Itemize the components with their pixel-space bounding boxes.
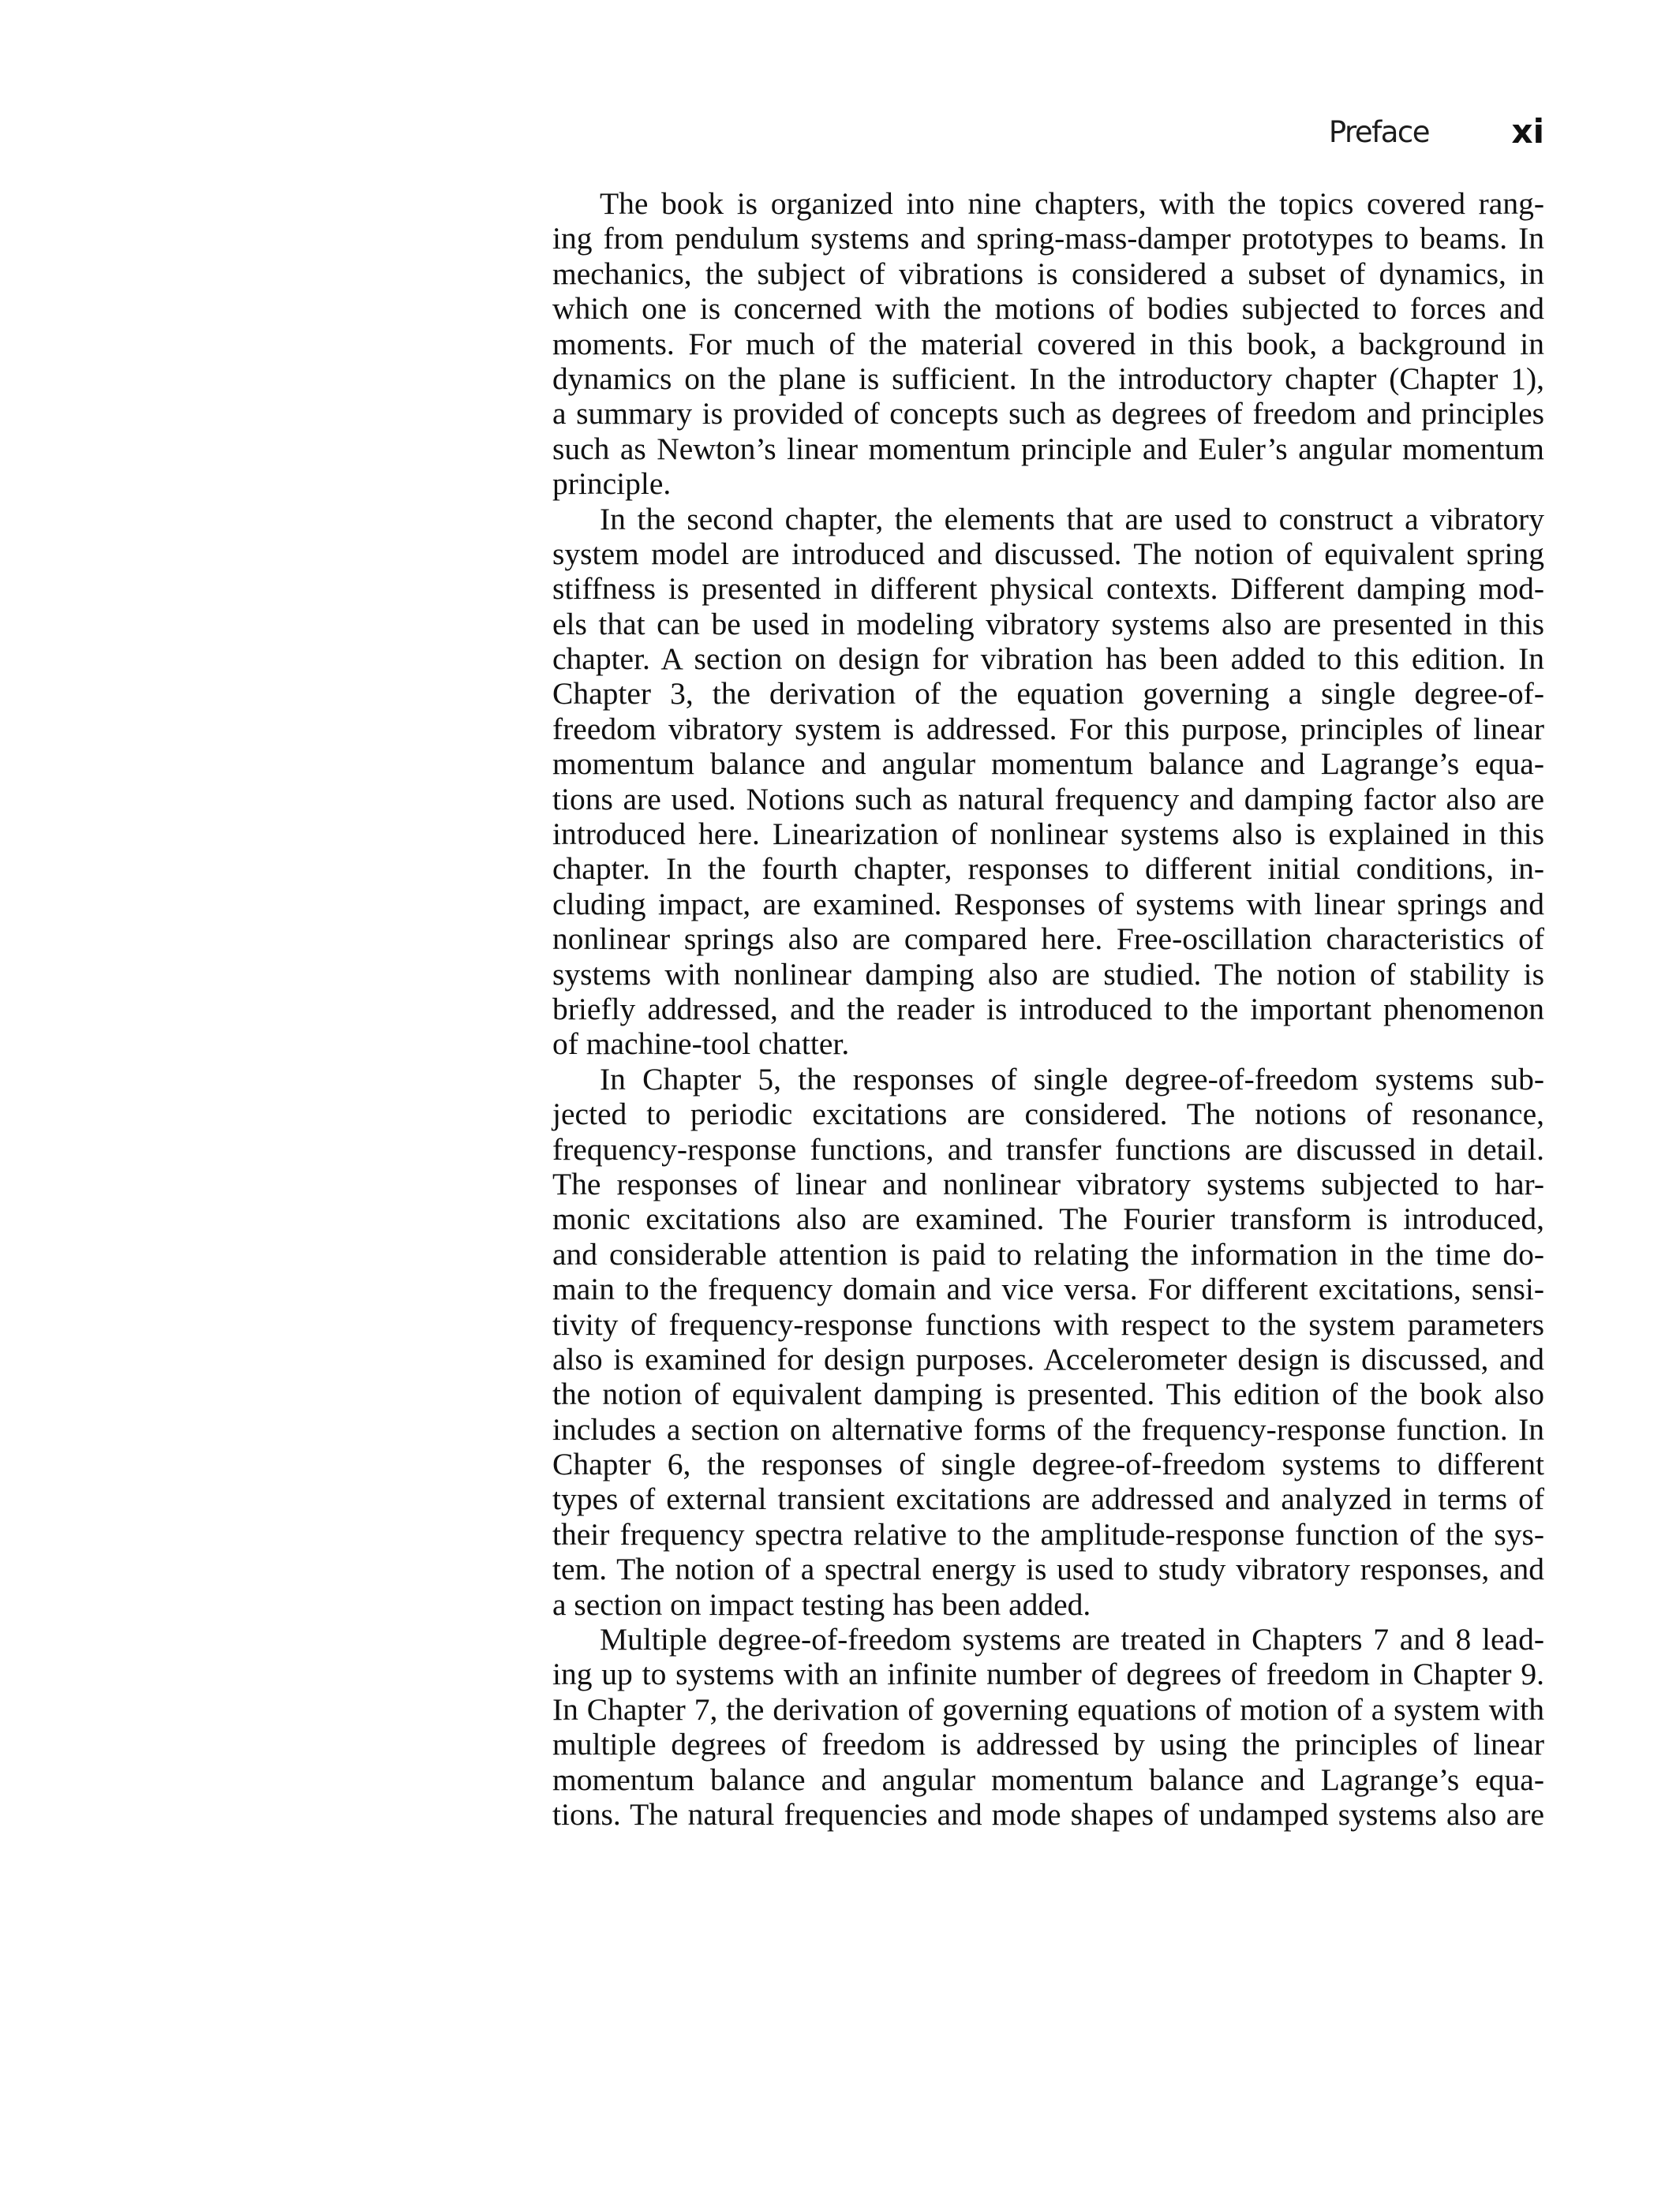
text-line: The responses of linear and nonlinear vibratory systems subjected to har- [552,1166,1544,1201]
text-line: moments. For much of the material covered in this book, a background in [552,326,1544,361]
running-head [552,112,1544,163]
text-line: briefly addressed, and the reader is introduced to the important phenomenon [552,991,1544,1026]
text-line: which one is concerned with the motions of bodies subjected to forces and [552,291,1544,327]
text-line: introduced here. Linearization of nonlinear systems also is explained in this [552,816,1544,852]
text-line: tivity of frequency-response functions with respect to the system parameters [552,1306,1544,1342]
text-line: tem. The notion of a spectral energy is used to study vibratory responses, and [552,1552,1544,1587]
text-line: jected to periodic excitations are considered. The notions of resonance, [552,1097,1544,1132]
text-line: main to the frequency domain and vice versa. For different excitations, sensi- [552,1272,1544,1307]
text-line: Multiple degree-of-freedom systems are treated in Chapters 7 and 8 lead- [600,1622,1544,1657]
text-line: also is examined for design purposes. Accelerometer design is discussed, and [552,1341,1544,1377]
preface-body-text [552,186,1544,1832]
text-line: momentum balance and angular momentum balance and Lagrange’s equa- [552,1762,1544,1797]
text-line: systems with nonlinear damping also are studied. The notion of stability is [552,956,1544,992]
text-line: types of external transient excitations are addressed and analyzed in terms of [552,1482,1544,1517]
text-line: ing from pendulum systems and spring-mass-damper prototypes to beams. In [552,221,1544,256]
text-line: of machine-tool chatter. [552,1026,850,1062]
page-number: xi [1511,112,1544,151]
text-line: their frequency spectra relative to the amplitude-response function of the sys- [552,1516,1544,1552]
text-line: chapter. A section on design for vibration has been added to this edition. In [552,641,1544,677]
text-line: and considerable attention is paid to relating the information in the time do- [552,1236,1544,1272]
section-title: Preface [1328,115,1429,149]
text-line: system model are introduced and discussed. The notion of equivalent spring [552,536,1544,571]
text-line: chapter. In the fourth chapter, responses to different initial conditions, in- [552,851,1544,887]
text-line: dynamics on the plane is sufficient. In the introductory chapter (Chapter 1), [552,361,1544,396]
text-line: frequency-response functions, and transfer functions are discussed in detail. [552,1131,1544,1167]
text-line: momentum balance and angular momentum balance and Lagrange’s equa- [552,746,1544,782]
text-line: such as Newton’s linear momentum principle and Euler’s angular momentum [552,431,1544,466]
text-line: freedom vibratory system is addressed. For this purpose, principles of linear [552,711,1544,746]
text-line: In Chapter 5, the responses of single degree-of-freedom systems sub- [600,1061,1544,1097]
text-line: tions are used. Notions such as natural frequency and damping factor also are [552,781,1544,816]
text-line: monic excitations also are examined. The Fourier transform is introduced, [552,1201,1544,1237]
text-line: cluding impact, are examined. Responses of systems with linear springs and [552,886,1544,921]
text-line: stiffness is presented in different physical contexts. Different damping mod- [552,571,1544,607]
text-line: multiple degrees of freedom is addressed by using the principles of linear [552,1727,1544,1762]
text-line: In the second chapter, the elements that are used to construct a vibratory [600,501,1544,536]
text-line: includes a section on alternative forms of the frequency-response function. In [552,1411,1544,1447]
text-line: In Chapter 7, the derivation of governing equations of motion of a system with [552,1691,1544,1727]
text-line: tions. The natural frequencies and mode shapes of undamped systems also are [552,1796,1544,1832]
text-line: the notion of equivalent damping is presented. This edition of the book also [552,1377,1544,1412]
text-line: els that can be used in modeling vibratory systems also are presented in this [552,606,1544,641]
text-line: a summary is provided of concepts such as degrees of freedom and principles [552,396,1544,432]
text-line: mechanics, the subject of vibrations is considered a subset of dynamics, in [552,256,1544,291]
text-line: ing up to systems with an infinite number of degrees of freedom in Chapter 9. [552,1657,1544,1692]
text-line: The book is organized into nine chapters, with the topics covered rang- [600,186,1544,221]
text-line: a section on impact testing has been added. [552,1586,1091,1622]
text-line: principle. [552,466,672,502]
text-line: nonlinear springs also are compared here. Free-oscillation characteristics of [552,921,1544,957]
text-line: Chapter 3, the derivation of the equation governing a single degree-of- [552,676,1544,712]
text-line: Chapter 6, the responses of single degree-of-freedom systems to different [552,1447,1544,1482]
